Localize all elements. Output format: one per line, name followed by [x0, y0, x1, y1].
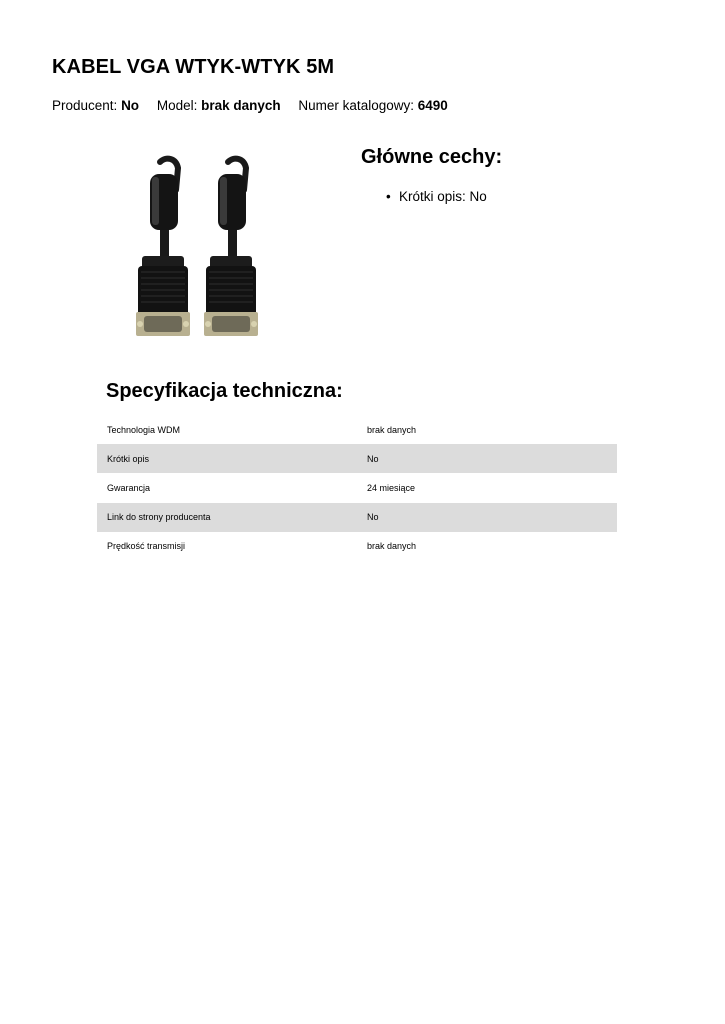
spec-key: Link do strony producenta	[107, 512, 211, 523]
vga-cable-icon	[88, 150, 330, 350]
spec-value: No	[367, 512, 379, 523]
page-title: KABEL VGA WTYK-WTYK 5M	[52, 56, 335, 78]
spec-table	[97, 415, 617, 561]
spec-value: No	[367, 453, 379, 464]
spec-key: Gwarancja	[107, 482, 151, 493]
spec-value: brak danych	[367, 541, 417, 552]
catalog-group	[298, 98, 447, 113]
spec-key: Technologia WDM	[107, 424, 181, 435]
product-meta	[52, 98, 462, 113]
spec-row	[97, 532, 617, 561]
spec-row	[97, 415, 617, 444]
spec-row	[97, 503, 617, 532]
feature-item	[384, 189, 487, 204]
spec-row	[97, 473, 617, 502]
spec-row	[97, 444, 617, 473]
product-image	[88, 150, 330, 350]
model-label: Model:	[156, 98, 198, 113]
producer-value: No	[121, 98, 140, 113]
producer-group	[52, 98, 143, 113]
spec-value: brak danych	[367, 424, 417, 435]
feature-text: Krótki opis: No	[399, 189, 487, 204]
spec-heading: Specyfikacja techniczna:	[106, 380, 343, 402]
features-heading: Główne cechy:	[361, 146, 503, 168]
spec-key: Prędkość transmisji	[107, 541, 186, 552]
spec-value: 24 miesiące	[367, 482, 416, 493]
bullet-icon: •	[386, 189, 391, 204]
features-list	[384, 189, 487, 204]
model-value: brak danych	[201, 98, 281, 113]
catalog-label: Numer katalogowy:	[298, 98, 414, 113]
catalog-value: 6490	[417, 98, 448, 113]
producer-label: Producent:	[52, 98, 118, 113]
spec-key: Krótki opis	[107, 453, 150, 464]
model-group	[157, 98, 285, 113]
